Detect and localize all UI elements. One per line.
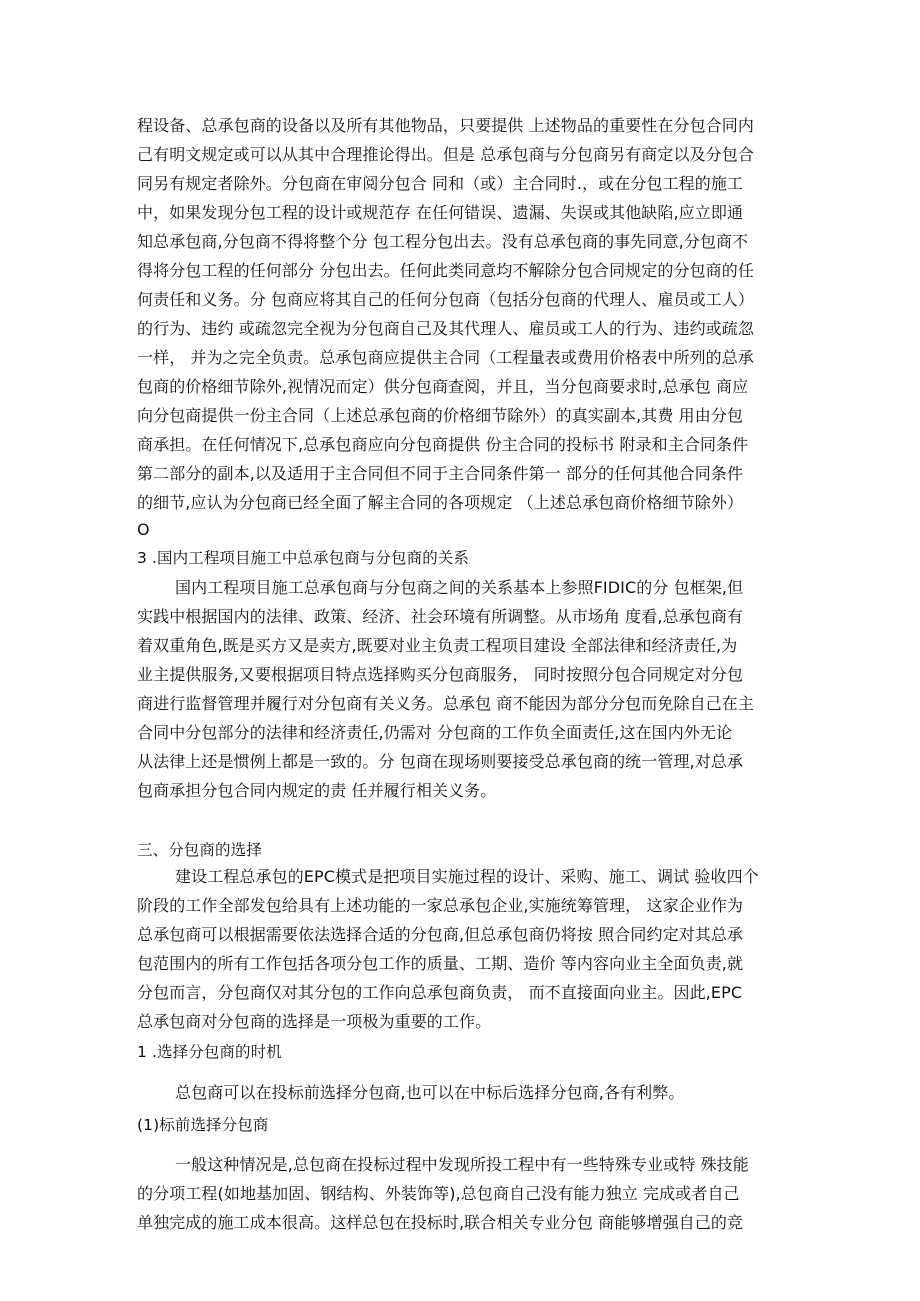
body-text-line: 阶段的工作全部发包给具有上述功能的一家总承包企业,实施统筹管理， 这家企业作为 <box>137 896 744 915</box>
body-text-line: 的细节,应认为分包商已经全面了解主合同的各项规定 （上述总承包商价格细节除外） <box>137 493 744 512</box>
paragraph-first-line: 国内工程项目施工总承包商与分包商之间的关系基本上参照FIDIC的分 包框架,但 <box>175 578 744 597</box>
body-text-line: 单独完成的施工成本很高。这样总包在投标时,联合相关专业分包 商能够增强自己的竞 <box>137 1213 744 1232</box>
body-text-line: 实践中根据国内的法律、政策、经济、社会环境有所调整。从市场角 度看,总承包商有 <box>137 607 744 626</box>
body-text-line: 程设备、总承包商的设备以及所有其他物品，只要提供 上述物品的重要性在分包合同内 <box>137 116 754 135</box>
body-text-line: 合同中分包部分的法律和经济责任,仍需对 分包商的工作负全面责任,这在国内外无论 <box>137 723 733 742</box>
subsection-heading: (1)标前选择分包商 <box>137 1116 269 1134</box>
body-text-line: 己有明文规定或可以从其中合理推论得出。但是 总承包商与分包商另有商定以及分包合 <box>137 145 754 164</box>
paragraph-first-line: 总包商可以在投标前选择分包商,也可以在中标后选择分包商,各有利弊。 <box>175 1083 685 1102</box>
body-text-line: 业主提供服务,又要根据项目特点选择购买分包商服务， 同时按照分包合同规定对分包 <box>137 665 744 684</box>
section-heading: 1 .选择分包商的时机 <box>137 1043 282 1061</box>
body-text-line: 知总承包商,分包商不得将整个分 包工程分包出去。没有总承包商的事先同意,分包商不 <box>137 232 749 251</box>
body-text-line: 分包而言，分包商仅对其分包的工作向总承包商负责， 而不直接面向业主。因此,EPC <box>137 983 743 1002</box>
body-text-line: 总承包商可以根据需要依法选择合适的分包商,但总承包商仍将按 照合同约定对其总承 <box>137 925 744 944</box>
paragraph-first-line: 一般这种情况是,总包商在投标过程中发现所投工程中有一些特殊专业或特 殊技能 <box>175 1155 749 1174</box>
body-text-line: 中，如果发现分包工程的设计或规范存 在任何错误、遗漏、失误或其他缺陷,应立即通 <box>137 203 744 222</box>
body-text-line: 从法律上还是惯例上都是一致的。分 包商在现场则要接受总承包商的统一管理,对总承 <box>137 752 744 771</box>
body-text-line: O <box>137 520 150 539</box>
body-text-line: 商承担。在任何情况下,总承包商应向分包商提供 份主合同的投标书 附录和主合同条件 <box>137 435 749 454</box>
body-text-line: 的行为、违约 或疏忽完全视为分包商自己及其代理人、雇员或工人的行为、违约或疏忽 <box>137 319 754 338</box>
body-text-line: 何责任和义务。分 包商应将其自己的任何分包商（包括分包商的代理人、雇员或工人） <box>137 290 754 309</box>
body-text-line: 的分项工程(如地基加固、钢结构、外装饰等),总包商自己没有能力独立 完成或者自己 <box>137 1184 740 1203</box>
body-text-line: 同另有规定者除外。分包商在审阅分包合 同和（或）主合同时.，或在分包工程的施工 <box>137 174 744 193</box>
chapter-heading: 三、分包商的选择 <box>137 841 262 859</box>
body-text-line: 包商的价格细节除外,视情况而定）供分包商查阅，并且，当分包商要求时,总承包 商应 <box>137 377 749 396</box>
body-text-line: 一样， 并为之完全负责。总承包商应提供主合同（工程量表或费用价格表中所列的总承 <box>137 348 754 367</box>
body-text-line: 商进行监督管理并履行对分包商有关义务。总承包 商不能因为部分分包而免除自己在主 <box>137 694 754 713</box>
body-text-line: 包商承担分包合同内规定的责 任并履行相关义务。 <box>137 781 497 800</box>
body-text-line: 向分包商提供一份主合同（上述总承包商的价格细节除外）的真实副本,其费 用由分包 <box>137 406 744 425</box>
body-text-line: 第二部分的副本,以及适用于主合同但不同于主合同条件第一 部分的任何其他合同条件 <box>137 464 744 483</box>
body-text-line: 得将分包工程的任何部分 分包出去。任何此类同意均不解除分包合同规定的分包商的任 <box>137 261 754 280</box>
section-heading: 3 .国内工程项目施工中总承包商与分包商的关系 <box>137 549 470 567</box>
body-text-line: 包范围内的所有工作包括各项分包工作的质量、工期、造价 等内容向业主全面负责,就 <box>137 954 744 973</box>
paragraph-first-line: 建设工程总承包的EPC模式是把项目实施过程的设计、采购、施工、调试 验收四个 <box>175 867 759 886</box>
body-text-line: 总承包商对分包商的选择是一项极为重要的工作。 <box>137 1012 492 1031</box>
body-text-line: 着双重角色,既是买方又是卖方,既要对业主负责工程项目建设 全部法律和经济责任,为 <box>137 636 738 655</box>
